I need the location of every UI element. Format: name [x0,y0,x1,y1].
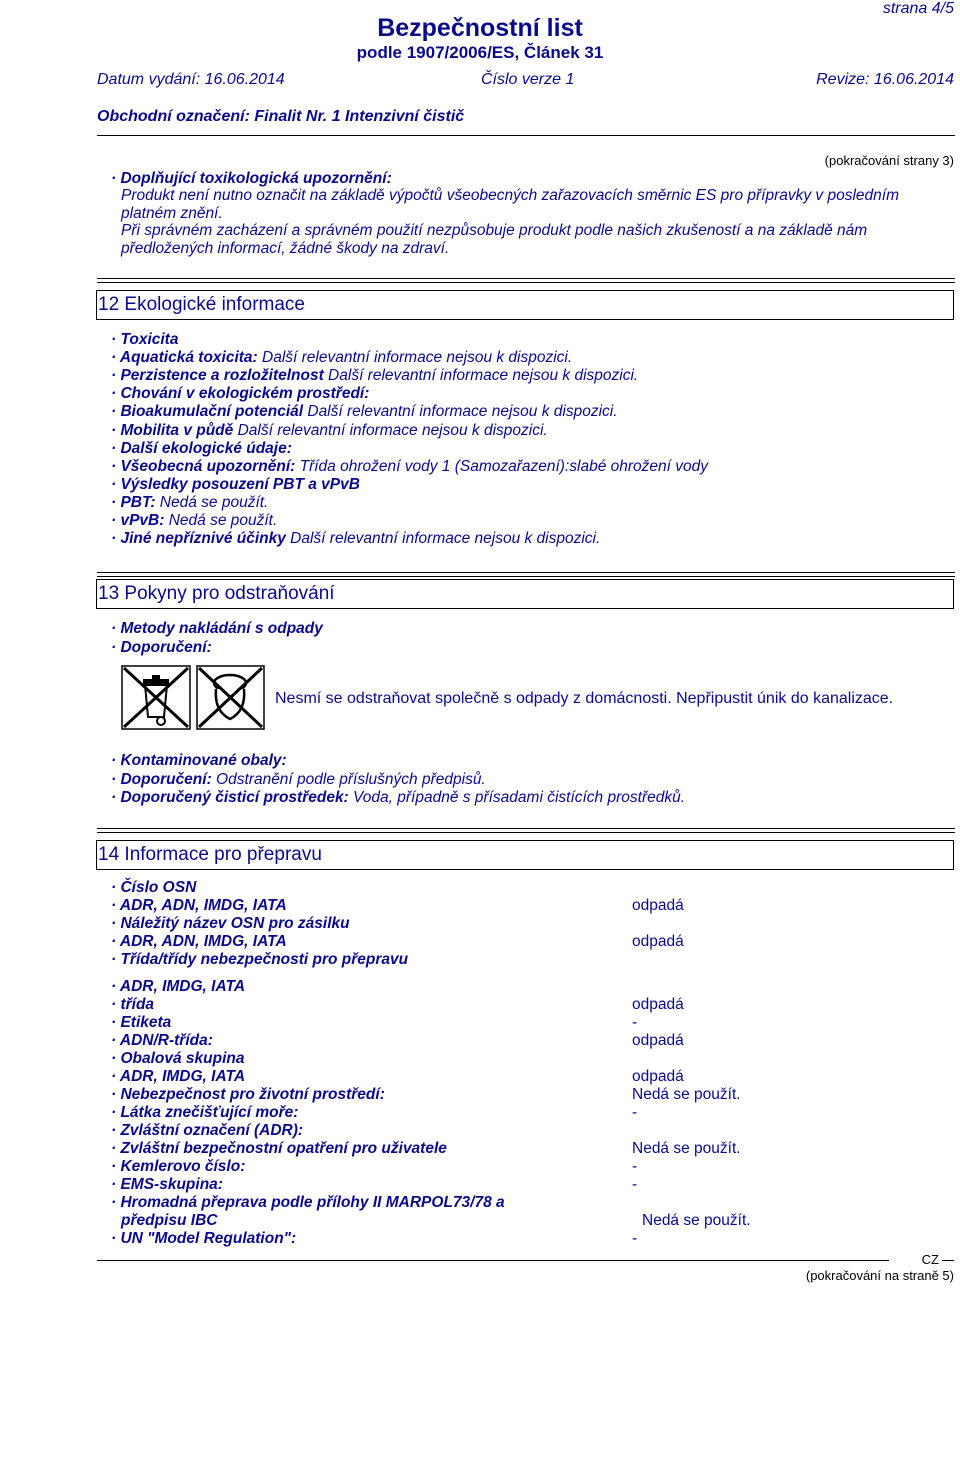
section-12-header [96,290,954,320]
transport-row [111,1104,638,1122]
revision-date: Revize: 16.06.2014 [816,71,954,88]
row-value: Další relevantní informace nejsou k dispozici. [303,403,618,421]
row-value: Další relevantní informace nejsou k dispozici. [323,367,639,385]
row-label: · ADR, IMDG, IATA [111,1068,246,1085]
row-value: - [632,1230,638,1247]
transport-row [111,1176,638,1194]
row-value: Voda, případně s přísadami čistících prostředků. [348,789,686,806]
transport-row [111,933,684,951]
row-label: · Bioakumulační potenciál [111,403,304,421]
transport-row [111,978,245,996]
row-value: Nedá se použít. [164,512,278,529]
transport-row [111,1050,245,1068]
intro-line: Produkt není nutno označit na základě výpočtů všeobecných zařazovacích směrnic ES pro přípravky v posledním [121,187,899,204]
transport-row [111,951,408,969]
row-label: · ADN/R-třída: [111,1032,213,1049]
list-item [111,385,369,403]
list-item [111,789,685,807]
issue-date: Datum vydání: 16.06.2014 [97,71,285,88]
intro-line: platném znění. [121,205,223,222]
intro-heading: · Doplňující toxikologická upozornění: [111,170,392,187]
transport-row [111,1032,684,1050]
row-label: · Číslo OSN [111,879,197,896]
row-value: Další relevantní informace nejsou k dispozici. [233,421,548,439]
row-value: odpadá [632,996,684,1013]
list-item [111,530,600,548]
row-label: · Hromadná přeprava podle přílohy II MARPOL73/78 a [111,1194,505,1211]
row-label: · Metody nakládání s odpady [111,620,323,637]
row-label: · Náležitý název OSN pro zásilku [111,915,350,932]
row-label: · Doporučení: [111,770,212,788]
row-label: · třída [111,996,155,1013]
language-code: CZ [919,1252,942,1267]
page-number: strana 4/5 [882,0,954,17]
list-item [111,476,360,494]
transport-row [111,1014,638,1032]
row-value: odpadá [632,1068,684,1085]
list-item [111,752,287,770]
section-divider-12 [97,278,955,283]
section-13-header [96,579,954,609]
transport-row [111,1158,638,1176]
list-item [111,367,638,385]
row-label: · ADR, IMDG, IATA [111,978,246,995]
row-label: · Aquatická toxicita: [111,349,258,367]
section-divider-14 [97,828,955,833]
header-divider [97,135,955,136]
trade-name-value: Finalit Nr. 1 Intenzivní čistič [254,108,465,125]
disposal-pictograms [121,665,265,730]
transport-row [111,1086,741,1104]
transport-row [111,897,684,915]
continuation-to: (pokračování na straně 5) [805,1268,954,1283]
row-label: · ADR, ADN, IMDG, IATA [111,897,287,914]
row-value: Nedá se použít. [642,1212,751,1229]
list-item [111,771,486,789]
list-item [111,349,572,367]
section-14-title: 14 Informace pro přepravu [98,844,322,865]
list-item [111,422,548,440]
crossed-toilet-icon [197,666,264,729]
row-value: odpadá [632,897,684,914]
list-item [111,440,292,458]
row-label: · Jiné nepříznivé účinky [111,530,286,548]
row-value: odpadá [632,1032,684,1049]
row-value: odpadá [632,933,684,950]
intro-line: předložených informací, žádné škody na zdraví. [121,240,450,257]
footer-divider-end [942,1260,954,1261]
section-12-title: 12 Ekologické informace [98,294,305,315]
row-label: · Obalová skupina [111,1050,245,1067]
row-label: · Kemlerovo číslo: [111,1158,246,1175]
transport-row [111,1230,638,1248]
row-label: · Další ekologické údaje: [111,439,292,457]
trade-name [97,108,464,126]
row-label: · ADR, ADN, IMDG, IATA [111,933,287,950]
row-label: · Etiketa [111,1014,172,1031]
disposal-instruction: Nesmí se odstraňovat společně s odpady z domácnosti. Nepřipustit únik do kanalizace. [275,690,894,707]
footer-divider [97,1260,889,1261]
row-label: předpisu IBC [121,1212,218,1229]
transport-row [111,996,684,1014]
row-label: · Všeobecná upozornění: [111,457,296,475]
row-value: - [632,1158,638,1175]
continuation-from: (pokračování strany 3) [824,153,954,168]
transport-row [111,915,350,933]
version-number: Číslo verze 1 [481,71,575,88]
row-value: - [632,1014,638,1031]
section-divider-13 [97,572,955,577]
row-label: · Doporučení: [111,638,212,656]
transport-row [111,1140,741,1158]
row-label: · Výsledky posouzení PBT a vPvB [111,475,360,493]
row-label: · vPvB: [111,512,165,529]
list-item [111,620,323,638]
row-label: · Nebezpečnost pro životní prostředí: [111,1086,385,1103]
section-13-title: 13 Pokyny pro odstraňování [98,583,335,604]
row-label: · Látka znečišťující moře: [111,1104,299,1121]
row-value: Nedá se použít. [632,1086,741,1103]
document-subtitle: podle 1907/2006/ES, Článek 31 [356,43,604,62]
list-item [111,512,277,530]
row-label: · EMS-skupina: [111,1176,223,1193]
transport-row [111,1122,303,1140]
trade-name-label: Obchodní označení: [97,108,250,125]
document-title: Bezpečnostní list [377,14,583,42]
transport-row [111,879,196,897]
row-label: · Toxicita [111,331,179,348]
intro-line: Při správném zacházení a správném použití nezpůsobuje produkt podle našich zkušeností a na základě nám [121,222,868,239]
row-value: Odstranění podle příslušných předpisů. [211,770,486,788]
crossed-bin-icon [122,666,190,729]
row-value: Nedá se použít. [632,1140,741,1157]
list-item [111,403,618,421]
transport-row [111,1068,684,1086]
row-value: Třída ohrožení vody 1 (Samozařazení):slabé ohrožení vody [295,457,708,475]
row-label: · Mobilita v půdě [111,421,234,439]
row-label: · Zvláštní bezpečnostní opatření pro uživatele [111,1140,447,1157]
row-value: Další relevantní informace nejsou k dispozici. [257,349,573,367]
list-item [111,494,268,512]
list-item [111,331,178,349]
row-label: · Zvláštní označení (ADR): [111,1122,304,1139]
row-label: · Perzistence a rozložitelnost [111,367,324,385]
section-14-header [96,840,954,870]
list-item [111,458,708,476]
list-item [111,639,212,657]
row-value: - [632,1176,638,1193]
row-label: · UN "Model Regulation": [111,1230,297,1247]
row-value: Nedá se použít. [155,493,269,511]
row-label: · Doporučený čisticí prostředek: [111,789,349,806]
row-value: - [632,1104,638,1121]
row-label: · PBT: [111,493,156,511]
row-label: · Třída/třídy nebezpečnosti pro přepravu [111,951,409,968]
row-label: · Kontaminované obaly: [111,752,287,769]
row-value: Další relevantní informace nejsou k dispozici. [285,530,601,548]
transport-row [111,1194,505,1212]
row-label: · Chování v ekologickém prostředí: [111,385,370,403]
transport-row [121,1212,751,1230]
